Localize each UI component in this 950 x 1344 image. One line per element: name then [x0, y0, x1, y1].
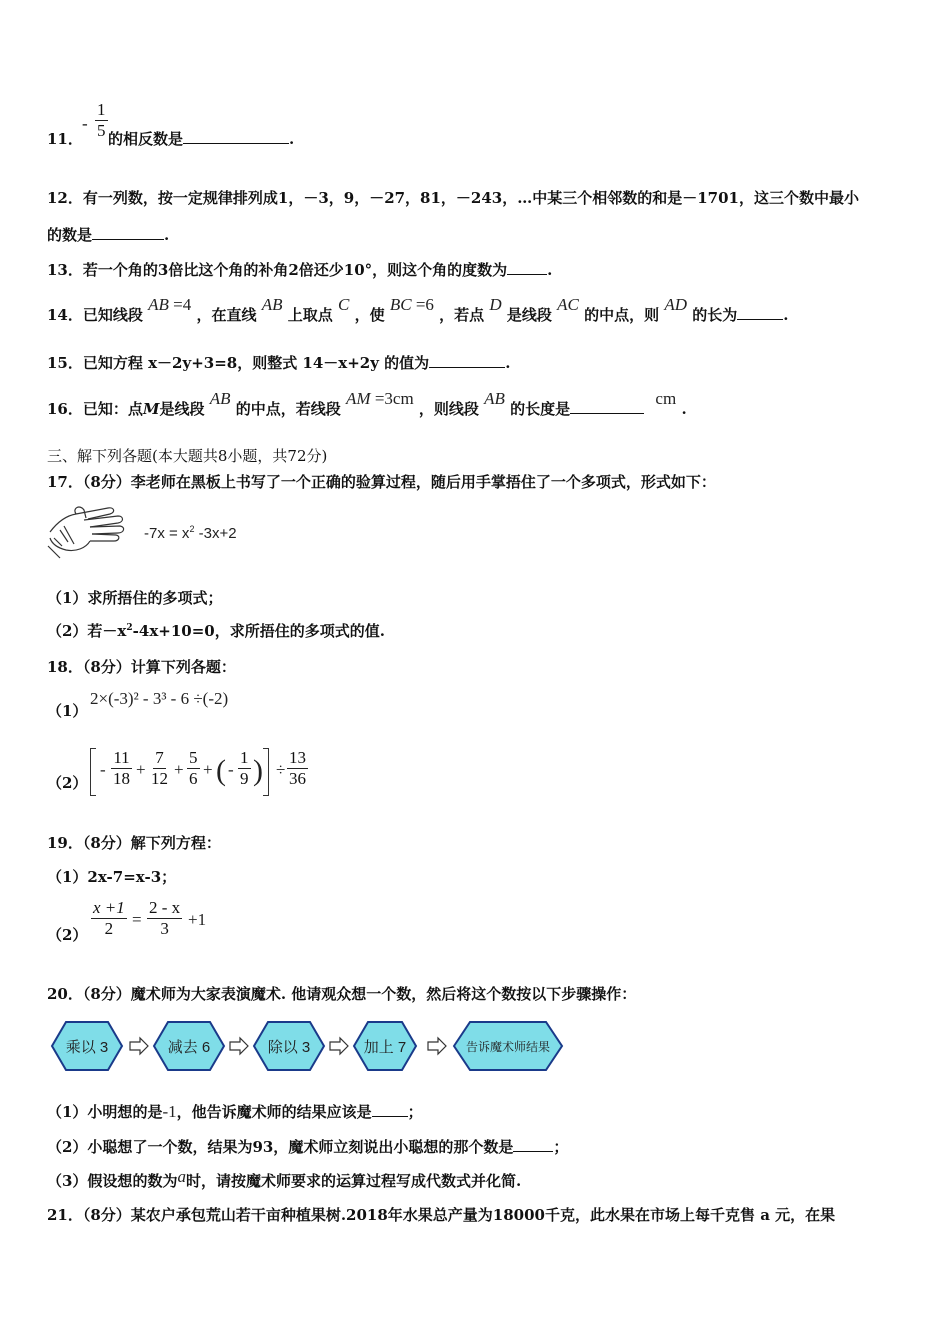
- arrow-icon: [230, 1038, 248, 1054]
- rhs-frac: $\frac{2 - x}{3}$: [149, 898, 181, 938]
- q18-expr1: 2×(-3)² - 3³ - 6 ÷(-2): [90, 689, 229, 708]
- q20-part2: （2）小聪想了一个数，结果为93，魔术师立刻说出小聪想的那个数是 ；: [47, 1138, 569, 1156]
- q19-part1: （1）2x-7=x-3；: [47, 868, 177, 886]
- q11-text: 的相反数是 .: [108, 130, 295, 148]
- q14: 14．已知线段 AB =4 ，在直线 AB 上取点 C ，使 BC =6 ，若点 D 是线段 AC 的中点，则 AD 的长为 .: [47, 295, 789, 324]
- flow-step-1: [52, 1022, 122, 1070]
- flow-step-4: [354, 1022, 416, 1070]
- q11-frac: $\frac{1}{5}$: [97, 100, 106, 140]
- q16: 16．已知：点M是线段 AB 的中点，若线段 AM =3cm ，则线段 AB 的长度是 cm .: [47, 389, 687, 418]
- hand-icon: [46, 502, 128, 560]
- q19-equation: $\frac{x +1}{2}$ = $\frac{2 - x}{3}$ +1: [93, 898, 207, 938]
- q17-formula: $-7x = x^2$ -3x+2: [144, 524, 237, 542]
- q11-number: 11．: [47, 130, 83, 148]
- q12-line2: 的数是 .: [47, 226, 170, 244]
- q19: 19．（8分）解下列方程：: [47, 834, 221, 852]
- q17-part1: （1）求所捂住的多项式；: [47, 589, 223, 607]
- q20-blank-2: [513, 1137, 553, 1152]
- q11: [47, 128, 83, 149]
- flow-step-5: [454, 1022, 562, 1070]
- q18-part2-label: （2）: [47, 774, 88, 792]
- left-bracket: [90, 748, 96, 796]
- q12-line1: 12．有一列数，按一定规律排列成1，－3，9，－27，81，－243，…中某三个相邻数的和是－1701，这三个数中最小: [47, 189, 859, 207]
- q13: 13．若一个角的3倍比这个角的补角2倍还少10°，则这个角的度数为 .: [47, 261, 553, 279]
- lhs-frac: $\frac{x +1}{2}$: [93, 898, 125, 938]
- q15-blank: [429, 353, 505, 368]
- q18: 18．（8分）计算下列各题：: [47, 658, 236, 676]
- q17: 17．（8分）李老师在黑板上书写了一个正确的验算过程，随后用手掌捂住了一个多项式，形式如下：: [47, 473, 716, 491]
- q20: 20．（8分）魔术师为大家表演魔术. 他请观众想一个数，然后将这个数按以下步骤操作：: [47, 985, 637, 1003]
- frac-5-6: $\frac{5}{6}$: [189, 748, 198, 788]
- flowchart: [50, 1018, 570, 1074]
- arrow-icon: [428, 1038, 446, 1054]
- q15: 15．已知方程 x－2y+3=8，则整式 14－x+2y 的值为 .: [47, 354, 511, 372]
- q18-part1-label: （1）: [47, 702, 88, 720]
- q11-blank: [183, 129, 289, 144]
- q11-minus: -: [82, 114, 88, 133]
- q18-expr2: - $\frac{11}{18}$ + $\frac{7}{12}$ + $\frac{5}{6}$ + ( - $\frac{1}{9}$ ) ÷ $\frac{13}{36}$: [90, 746, 325, 798]
- q20-blank-1: [372, 1102, 408, 1117]
- q20-part3: （3）假设想的数为a时，请按魔术师要求的运算过程写成代数式并化简.: [47, 1167, 522, 1190]
- frac-13-36: $\frac{13}{36}$: [289, 748, 306, 788]
- section-heading: 三、解下列各题(本大题共8小题，共72分): [47, 447, 328, 465]
- flow-step-2: [154, 1022, 224, 1070]
- q21: 21．（8分）某农户承包荒山若干亩种植果树.2018年水果总产量为18000千克，此水果在市场上每千克售 a 元，在果: [47, 1206, 836, 1224]
- frac-1-9: $\frac{1}{9}$: [240, 748, 249, 788]
- q14-blank: [737, 305, 783, 320]
- flow-step-3: [254, 1022, 324, 1070]
- q13-blank: [507, 260, 547, 275]
- frac-11-18: $\frac{11}{18}$: [113, 748, 130, 788]
- right-bracket: [263, 748, 269, 796]
- q12-blank: [92, 225, 164, 240]
- q16-blank: [570, 399, 644, 414]
- flow-label-1: 乘以 3: [65, 1039, 109, 1056]
- flow-label-3: 除以 3: [267, 1039, 311, 1056]
- arrow-icon: [130, 1038, 148, 1054]
- q19-part2-label: （2）: [47, 926, 88, 944]
- flow-label-2: 减去 6: [167, 1039, 211, 1056]
- q20-part1: （1）小明想的是-1，他告诉魔术师的结果应该是 ；: [47, 1102, 423, 1121]
- flow-label-4: 加上 7: [363, 1039, 407, 1056]
- arrow-icon: [330, 1038, 348, 1054]
- flow-label-5: 告诉魔术师结果: [465, 1040, 551, 1054]
- q17-part2: （2）若$-x^2-4x+10=0$，求所捂住的多项式的值.: [47, 622, 385, 640]
- frac-7-12: $\frac{7}{12}$: [151, 748, 168, 788]
